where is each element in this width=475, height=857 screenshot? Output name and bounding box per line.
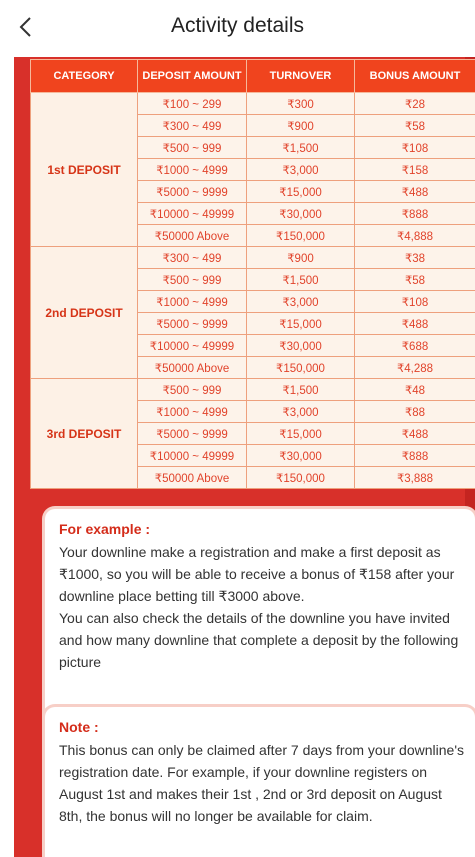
- deposit-amount-cell: ₹50000 Above: [138, 225, 247, 247]
- deposit-amount-cell: ₹1000 ~ 4999: [138, 401, 247, 423]
- deposit-amount-cell: ₹1000 ~ 4999: [138, 159, 247, 181]
- bonus-amount-cell: ₹108: [355, 137, 475, 159]
- table-row: [31, 379, 475, 401]
- turnover-cell: ₹3,000: [247, 291, 355, 313]
- bonus-amount-cell: ₹488: [355, 181, 475, 203]
- deposit-amount-cell: ₹1000 ~ 4999: [138, 291, 247, 313]
- turnover-cell: ₹150,000: [247, 225, 355, 247]
- deposit-amount-cell: ₹300 ~ 499: [138, 115, 247, 137]
- page-title: Activity details: [170, 14, 305, 37]
- bonus-amount-cell: ₹58: [355, 269, 475, 291]
- deposit-amount-cell: ₹10000 ~ 49999: [138, 335, 247, 357]
- activity-poster: [14, 57, 475, 857]
- bonus-amount-cell: ₹158: [355, 159, 475, 181]
- deposit-amount-cell: ₹5000 ~ 9999: [138, 181, 247, 203]
- example-body: [59, 541, 465, 673]
- table-header-row: [31, 60, 475, 93]
- turnover-cell: ₹15,000: [247, 313, 355, 335]
- bonus-amount-cell: ₹38: [355, 247, 475, 269]
- column-header-turnover: TURNOVER: [247, 60, 355, 93]
- turnover-cell: ₹30,000: [247, 335, 355, 357]
- deposit-amount-cell: ₹50000 Above: [138, 357, 247, 379]
- bonus-amount-cell: ₹48: [355, 379, 475, 401]
- column-header-bonus-amount: BONUS AMOUNT: [355, 60, 475, 93]
- turnover-cell: ₹3,000: [247, 401, 355, 423]
- example-heading: For example :: [59, 521, 151, 537]
- bonus-table: [30, 59, 475, 489]
- category-cell-2nd-deposit: 2nd DEPOSIT: [31, 247, 138, 379]
- note-body: This bonus can only be claimed after 7 days from your downline's registration date. For example, if your downline registers on August 1st and makes their 1st , 2nd or 3rd deposit on August 8th, the bonus will no longer be available for claim.: [59, 742, 464, 824]
- turnover-cell: ₹15,000: [247, 423, 355, 445]
- bonus-amount-cell: ₹108: [355, 291, 475, 313]
- example-card: [45, 509, 475, 737]
- bonus-amount-cell: ₹688: [355, 335, 475, 357]
- bonus-amount-cell: ₹888: [355, 445, 475, 467]
- category-cell-3rd-deposit: 3rd DEPOSIT: [31, 379, 138, 489]
- category-cell-1st-deposit: 1st DEPOSIT: [31, 93, 138, 247]
- deposit-amount-cell: ₹5000 ~ 9999: [138, 313, 247, 335]
- deposit-amount-cell: ₹300 ~ 499: [138, 247, 247, 269]
- turnover-cell: ₹30,000: [247, 445, 355, 467]
- turnover-cell: ₹30,000: [247, 203, 355, 225]
- turnover-cell: ₹1,500: [247, 137, 355, 159]
- turnover-cell: ₹3,000: [247, 159, 355, 181]
- example-text: Your downline make a registration and make a first deposit as ₹1000, so you will be able to receive a bonus of ₹158 after your downline place betting till ₹3000 above.: [59, 544, 455, 604]
- turnover-cell: ₹150,000: [247, 467, 355, 489]
- deposit-amount-cell: ₹500 ~ 999: [138, 137, 247, 159]
- turnover-cell: ₹1,500: [247, 269, 355, 291]
- bonus-amount-cell: ₹28: [355, 93, 475, 115]
- table-row: [31, 247, 475, 269]
- turnover-cell: ₹900: [247, 247, 355, 269]
- deposit-amount-cell: ₹500 ~ 999: [138, 269, 247, 291]
- deposit-amount-cell: ₹100 ~ 299: [138, 93, 247, 115]
- bonus-amount-cell: ₹88: [355, 401, 475, 423]
- top-bar: [0, 0, 475, 56]
- turnover-cell: ₹1,500: [247, 379, 355, 401]
- bonus-amount-cell: ₹58: [355, 115, 475, 137]
- bonus-amount-cell: ₹4,888: [355, 225, 475, 247]
- bonus-amount-cell: ₹4,288: [355, 357, 475, 379]
- bonus-amount-cell: ₹888: [355, 203, 475, 225]
- deposit-amount-cell: ₹10000 ~ 49999: [138, 203, 247, 225]
- example-text-2: You can also check the details of the downline you have invited and how many downline that complete a deposit by the following picture: [59, 610, 459, 670]
- bonus-amount-cell: ₹3,888: [355, 467, 475, 489]
- bonus-amount-cell: ₹488: [355, 313, 475, 335]
- turnover-cell: ₹300: [247, 93, 355, 115]
- deposit-amount-cell: ₹10000 ~ 49999: [138, 445, 247, 467]
- column-header-deposit-amount: DEPOSIT AMOUNT: [138, 60, 247, 93]
- table-row: [31, 93, 475, 115]
- turnover-cell: ₹900: [247, 115, 355, 137]
- deposit-amount-cell: ₹500 ~ 999: [138, 379, 247, 401]
- column-header-category: CATEGORY: [31, 60, 138, 93]
- bonus-amount-cell: ₹488: [355, 423, 475, 445]
- note-heading: Note :: [59, 719, 99, 735]
- deposit-amount-cell: ₹5000 ~ 9999: [138, 423, 247, 445]
- turnover-cell: ₹15,000: [247, 181, 355, 203]
- deposit-amount-cell: ₹50000 Above: [138, 467, 247, 489]
- turnover-cell: ₹150,000: [247, 357, 355, 379]
- note-card: [45, 707, 475, 857]
